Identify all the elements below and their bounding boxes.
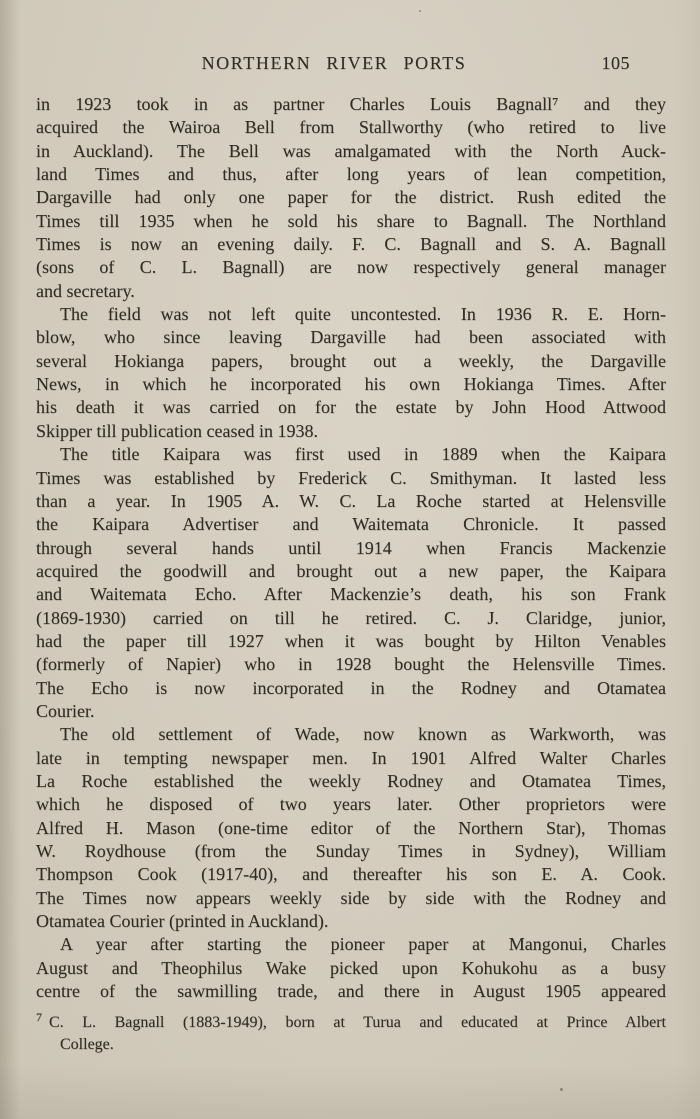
text-line: in Auckland). The Bell was amalgamated with the North Auck- [36, 140, 666, 161]
text-line: Skipper till publication ceased in 1938. [36, 420, 318, 441]
text-line: The old settlement of Wade, now known as Warkworth, was [60, 724, 666, 745]
text-line: Thompson Cook (1917-40), and thereafter his son E. A. Cook. [36, 864, 666, 885]
text-line: News, in which he incorporated his own Hokianga Times. After [36, 374, 666, 395]
text-line: A year after starting the pioneer paper at Mangonui, Charles [60, 934, 666, 955]
text-line: acquired the Wairoa Bell from Stallworthy (who retired to live [36, 117, 666, 138]
text-line: in 1923 took in as partner Charles Louis Bagnall⁷ and they [36, 94, 666, 114]
text-line: had the paper till 1927 when it was bought by Hilton Venables [36, 630, 666, 651]
text-line: (sons of C. L. Bagnall) are now respectively general manager [36, 257, 666, 278]
text-line: his death it was carried on for the estate by John Hood Attwood [36, 397, 666, 418]
text-line: (formerly of Napier) who in 1928 bought the Helensville Times. [36, 654, 666, 675]
text-line: Times was established by Frederick C. Smithyman. It lasted less [36, 467, 666, 488]
footnote [36, 1006, 666, 1056]
text-line: and secretary. [36, 280, 135, 301]
text-line: August and Theophilus Wake picked upon Kohukohu as a busy [36, 957, 666, 978]
text-line: land Times and thus, after long years of lean competition, [36, 164, 666, 185]
text-line: Alfred H. Mason (one-time editor of the Northern Star), Thomas [36, 817, 666, 838]
page-body [36, 93, 666, 1003]
text-line: W. Roydhouse (from the Sunday Times in Sydney), William [36, 841, 666, 861]
footnote-marker: 7 [36, 1010, 42, 1025]
text-line: centre of the sawmilling trade, and there in August 1905 appeared [36, 981, 666, 1002]
footnote-line-1 [36, 1006, 666, 1034]
text-line: The title Kaipara was first used in 1889 when the Kaipara [60, 444, 666, 465]
page-number: 105 [601, 53, 630, 73]
scan-speck [560, 1088, 563, 1091]
scan-speck [419, 10, 421, 12]
text-line: several Hokianga papers, brought out a weekly, the Dargaville [36, 350, 666, 371]
text-line: Times is now an evening daily. F. C. Bagnall and S. A. Bagnall [36, 234, 666, 255]
text-line: and Waitemata Echo. After Mackenzie’s death, his son Frank [36, 584, 666, 605]
text-line: (1869-1930) carried on till he retired. C. J. Claridge, junior, [36, 607, 666, 628]
text-line: Dargaville had only one paper for the district. Rush edited the [36, 187, 666, 208]
text-line: than a year. In 1905 A. W. C. La Roche started at Helensville [36, 490, 666, 511]
running-head [36, 0, 666, 74]
text-line: Otamatea Courier (printed in Auckland). [36, 911, 329, 932]
text-line: The Times now appears weekly side by side with the Rodney and [36, 887, 666, 908]
text-line: The field was not left quite uncontested. In 1936 R. E. Horn- [60, 304, 666, 325]
text-line: Courier. [36, 700, 95, 721]
text-line: through several hands until 1914 when Francis Mackenzie [36, 537, 666, 558]
text-line: late in tempting newspaper men. In 1901 Alfred Walter Charles [36, 747, 666, 768]
footnote-text: C. L. Bagnall (1883-1949), born at Turua and educated at Prince Albert [49, 1014, 666, 1032]
text-line: the Kaipara Advertiser and Waitemata Chronicle. It passed [36, 514, 666, 535]
chapter-title: NORTHERN RIVER PORTS [201, 53, 467, 73]
text-line: The Echo is now incorporated in the Rodney and Otamatea [36, 677, 666, 698]
text-line: acquired the goodwill and brought out a new paper, the Kaipara [36, 560, 666, 581]
text-line: which he disposed of two years later. Other proprietors were [36, 794, 666, 815]
text-line: La Roche established the weekly Rodney and Otamatea Times, [36, 770, 666, 791]
text-line: Times till 1935 when he sold his share to Bagnall. The Northland [36, 210, 666, 231]
text-line: blow, who since leaving Dargaville had been associated with [36, 327, 666, 348]
footnote-line-2: College. [60, 1036, 114, 1054]
